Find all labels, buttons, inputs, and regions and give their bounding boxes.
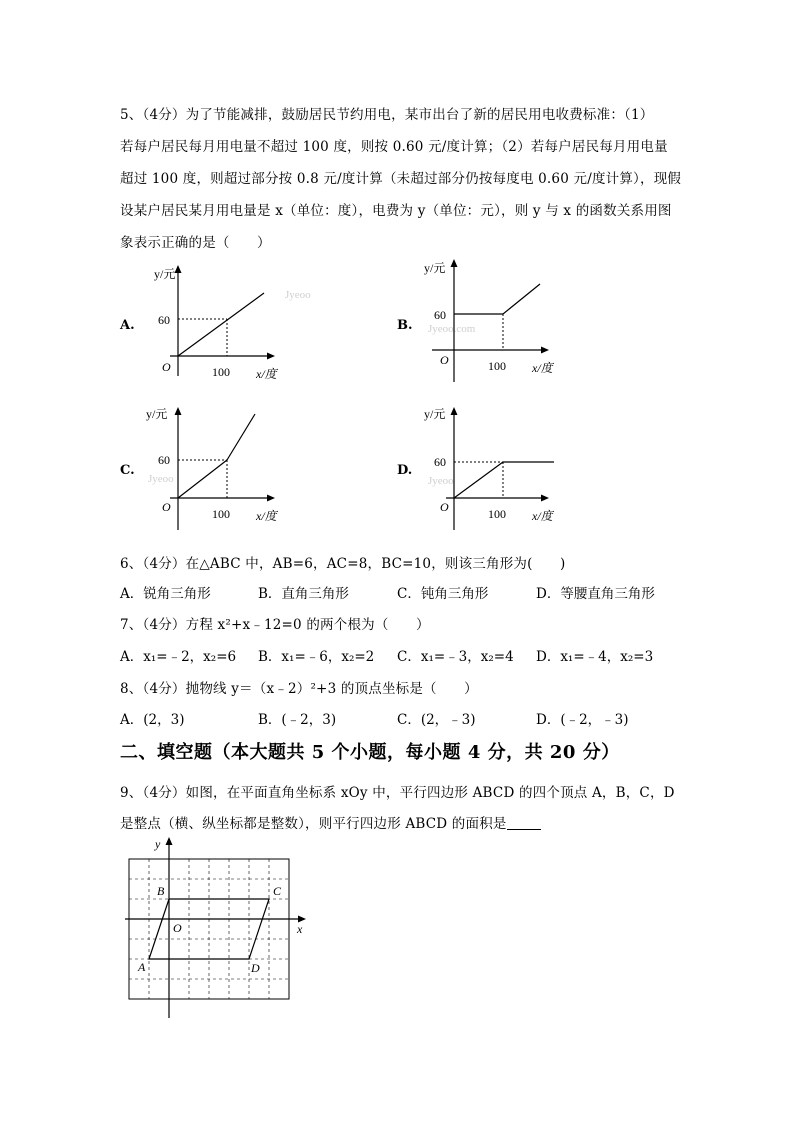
q9-line-2-text: 是整点（横、纵坐标都是整数），则平行四边形 ABCD 的面积是 (120, 816, 507, 832)
graph-c-first-segment (178, 460, 227, 498)
graph-a-line (178, 293, 264, 356)
vertex-label-a: A (138, 960, 146, 974)
graph-c-label: C. (120, 463, 135, 478)
graph-d-label: D. (397, 463, 413, 478)
q7-stem: 7、（4分）方程 x²+x﹣12=0 的两个根为（ ） (120, 617, 430, 633)
answer-blank (507, 817, 541, 830)
graph-d-rising-segment (454, 462, 503, 498)
vertex-label-d: D (251, 961, 260, 975)
q6-option-d: D．等腰直角三角形 (536, 586, 655, 602)
graph-d-x-tick: 100 (488, 507, 506, 521)
q8-option-d: D．(﹣2，﹣3) (536, 712, 629, 728)
graph-d-x-axis-label: x/度 (532, 509, 553, 523)
graph-d (416, 400, 576, 532)
q8-option-a: A．(2，3) (120, 712, 185, 728)
graph-a-origin: O (162, 360, 171, 374)
q8-option-c: C．(2，﹣3) (397, 712, 476, 728)
graph-d-y-tick: 60 (434, 455, 446, 469)
q5-line-1: 5、（4分）为了节能减排，鼓励居民节约用电，某市出台了新的居民用电收费标准：（1） (120, 107, 654, 123)
graph-c-origin: O (162, 500, 171, 514)
graph-a-x-axis-label: x/度 (256, 367, 277, 381)
graph-b-rising-segment (503, 284, 540, 314)
q9-line-1: 9、（4分）如图，在平面直角坐标系 xOy 中，平行四边形 ABCD 的四个顶点 A，B，C，D (120, 785, 675, 801)
graph-a (140, 258, 311, 386)
q7-option-a: A．x₁=﹣2，x₂=6 (120, 649, 237, 665)
vertex-label-b: B (157, 884, 165, 898)
q7-option-b: B．x₁=﹣6，x₂=2 (258, 649, 375, 665)
q5-line-5: 象表示正确的是（ ） (120, 235, 271, 251)
grid-x-label: x (297, 922, 303, 936)
graph-a-label: A. (120, 318, 135, 333)
graph-b-y-axis-label: y/元 (424, 261, 446, 275)
graph-a-y-axis-label: y/元 (154, 267, 176, 281)
q7-option-d: D．x₁=﹣4，x₂=3 (536, 649, 654, 665)
graph-b-x-axis-label: x/度 (532, 361, 553, 375)
grid-y-label: y (155, 837, 161, 851)
graph-b-x-tick: 100 (488, 359, 506, 373)
q9-line-2 (120, 812, 541, 832)
q8-stem: 8、（4分）抛物线 y＝（x﹣2）²+3 的顶点坐标是（ ） (120, 681, 478, 697)
graph-c-y-tick: 60 (158, 453, 170, 467)
graph-a-y-tick: 60 (158, 313, 170, 327)
graph-d-y-axis-label: y/元 (424, 407, 446, 421)
section-2-title: 二、填空题（本大题共 5 个小题，每小题 4 分，共 20 分） (120, 742, 620, 763)
graph-c-y-axis-label: y/元 (146, 407, 168, 421)
graph-b (416, 252, 576, 380)
graph-b-origin: O (440, 353, 449, 367)
graph-a-x-tick: 100 (212, 365, 230, 379)
graph-d-origin: O (440, 500, 449, 514)
graph-a-watermark: Jyeoo (285, 289, 311, 301)
q5-line-3: 超过 100 度，则超过部分按 0.8 元/度计算（未超过部分仍按每度电 0.60 元/度计算），现假 (120, 171, 682, 187)
q7-option-c: C．x₁=﹣3，x₂=4 (397, 649, 514, 665)
vertex-label-c: C (273, 884, 282, 898)
graph-b-label: B. (397, 318, 413, 333)
grid-origin-label: O (173, 921, 182, 935)
q5-line-2: 若每户居民每月用电量不超过 100 度，则按 0.60 元/度计算；（2）若每户居民每月用电量 (120, 139, 668, 155)
q6-option-a: A．锐角三角形 (120, 586, 211, 602)
graph-c-watermark: Jyeoo (148, 473, 174, 485)
graph-c-steep-segment (227, 414, 255, 460)
q6-stem: 6、（4分）在△ABC 中，AB=6，AC=8，BC=10，则该三角形为( ) (120, 556, 566, 572)
graph-b-y-tick: 60 (434, 308, 446, 322)
graph-c-x-tick: 100 (212, 507, 230, 521)
graph-b-watermark: Jyeoo.com (428, 323, 476, 335)
graph-d-watermark: Jyeoo (428, 475, 454, 487)
graph-c-x-axis-label: x/度 (256, 509, 277, 523)
q8-option-b: B．(﹣2，3) (258, 712, 337, 728)
q6-option-b: B．直角三角形 (258, 586, 349, 602)
graph-c (140, 400, 300, 532)
q6-option-c: C．钝角三角形 (397, 586, 489, 602)
q9-grid-figure (125, 832, 315, 1018)
q5-line-4: 设某户居民某月用电量是 x（单位：度），电费为 y（单位：元），则 y 与 x 的函数关系用图 (120, 203, 672, 219)
